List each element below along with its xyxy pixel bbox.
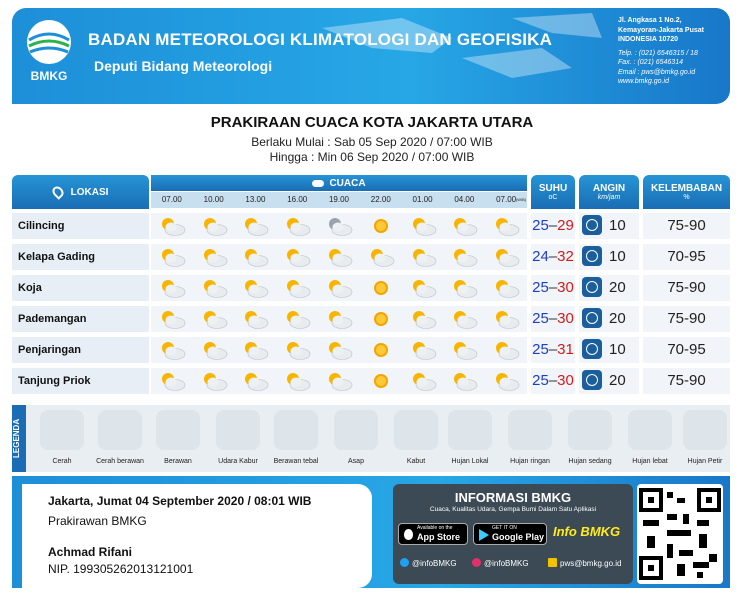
- legend-item: [386, 410, 446, 465]
- temp-dash: –: [548, 279, 558, 296]
- legend-item: [620, 410, 680, 465]
- temp-max: 31: [557, 341, 574, 358]
- legend-item: [148, 410, 208, 465]
- instagram-handle[interactable]: [472, 558, 529, 568]
- weather-cerah-icon: [366, 370, 396, 392]
- table-header: [12, 175, 730, 209]
- time-label: 07.00: [496, 195, 517, 204]
- legend-item: [560, 410, 620, 465]
- issued-date: Jakarta, Jumat 04 September 2020 / 08:01 WIB: [48, 494, 312, 508]
- humidity: 75-90: [643, 213, 730, 239]
- weather-berawan-icon: [282, 277, 312, 299]
- weather-cerah-icon: [366, 339, 396, 361]
- legend-label: Hujan ringan: [510, 458, 550, 465]
- legend-side-label: LEGENDA: [12, 405, 26, 472]
- weather-berawan-icon: [199, 277, 229, 299]
- page-title: PRAKIRAAN CUACA KOTA JAKARTA UTARA: [210, 114, 534, 131]
- col-suhu-unit: oC: [548, 194, 558, 201]
- location-name: Cilincing: [12, 213, 149, 239]
- temp-max: 30: [557, 372, 574, 389]
- legend-item: [266, 410, 326, 465]
- email-icon: [548, 558, 557, 567]
- temp-min: 25: [532, 372, 549, 389]
- wind-compass-icon: [582, 339, 602, 359]
- wind-compass-icon: [582, 277, 602, 297]
- org-title: BADAN METEOROLOGI KLIMATOLOGI DAN GEOFISIKA: [88, 30, 553, 49]
- humidity: 75-90: [643, 275, 730, 301]
- legend-item: [675, 410, 735, 465]
- weather-berawan-icon: [491, 277, 521, 299]
- weather-berawan-icon: [240, 277, 270, 299]
- weather-cells: [151, 368, 527, 394]
- legend-weather-icon: [568, 410, 612, 450]
- legend-item: [326, 410, 386, 465]
- wind-speed: 20: [609, 310, 626, 327]
- weather-berawan-icon: [199, 246, 229, 268]
- weather-berawan-icon: [449, 277, 479, 299]
- app-store-label: App Store: [417, 532, 461, 542]
- twitter-handle-text: @infoBMKG: [412, 559, 457, 568]
- temp-min: 25: [532, 217, 549, 234]
- valid-from: Berlaku Mulai : Sab 05 Sep 2020 / 07:00 WIB: [251, 135, 493, 149]
- weather-berawan-icon: [408, 339, 438, 361]
- table-row: [12, 337, 730, 363]
- weather-berawan-icon: [240, 370, 270, 392]
- wind-speed: 10: [609, 248, 626, 265]
- weather-cerah-icon: [366, 215, 396, 237]
- legend-weather-icon: [683, 410, 727, 450]
- table-row: [12, 306, 730, 332]
- humidity: 75-90: [643, 306, 730, 332]
- weather-berawan-icon: [240, 339, 270, 361]
- bmkg-logo: [22, 18, 76, 84]
- weather-berawan-icon: [282, 308, 312, 330]
- temperature: [531, 368, 575, 394]
- email-contact[interactable]: [548, 558, 621, 568]
- map-graphic: [312, 8, 612, 104]
- weather-berawan-icon: [449, 370, 479, 392]
- legend-item: [90, 410, 150, 465]
- fax: Fax. : (021) 6546314: [618, 59, 683, 66]
- weather-berawan-icon: [282, 215, 312, 237]
- location-name: Pademangan: [12, 306, 149, 332]
- col-cuaca-label: CUACA: [329, 177, 366, 189]
- wind-speed: 10: [609, 217, 626, 234]
- wind-compass-icon: [582, 308, 602, 328]
- temp-max: 32: [557, 248, 574, 265]
- legend-weather-icon: [508, 410, 552, 450]
- location-name: Koja: [12, 275, 149, 301]
- location-name: Kelapa Gading: [12, 244, 149, 270]
- weather-berawan-icon: [449, 246, 479, 268]
- temp-min: 25: [532, 341, 549, 358]
- legend-weather-icon: [40, 410, 84, 450]
- qr-code-icon: [637, 484, 723, 584]
- wind-compass-icon: [582, 246, 602, 266]
- temp-dash: –: [548, 341, 558, 358]
- wind: [579, 275, 639, 301]
- weather-berawan-icon: [324, 277, 354, 299]
- location-pin-icon: [50, 184, 66, 200]
- temp-dash: –: [548, 217, 558, 234]
- cloud-icon: [312, 180, 324, 187]
- address-line-1: Jl. Angkasa 1 No.2,: [618, 17, 682, 24]
- weather-berawan-icon: [324, 246, 354, 268]
- legend-label: Hujan Lokal: [451, 458, 489, 465]
- legend-label: Hujan Petir: [687, 458, 723, 465]
- legend-weather-icon: [216, 410, 260, 450]
- weather-berawan-icon: [282, 370, 312, 392]
- table-row: [12, 213, 730, 239]
- address-line-3: INDONESIA 10720: [618, 36, 679, 43]
- temperature: [531, 337, 575, 363]
- col-lokasi: [12, 175, 149, 209]
- forecaster-nip: NIP. 199305262013121001: [48, 562, 194, 576]
- weather-berawan-icon: [282, 246, 312, 268]
- weather-berawan-icon: [491, 339, 521, 361]
- legend-weather-icon: [394, 410, 438, 450]
- temperature: [531, 306, 575, 332]
- weather-berawan-icon: [449, 339, 479, 361]
- legend-label: Hujan lebat: [632, 458, 668, 465]
- google-play-small: GET IT ON: [492, 525, 517, 531]
- play-icon: [479, 529, 489, 541]
- weather-berawan-icon: [240, 308, 270, 330]
- website: www.bmkg.go.id: [618, 78, 669, 85]
- weather-berawan-icon: [199, 308, 229, 330]
- weather-berawan-icon: [157, 339, 187, 361]
- col-lokasi-label: LOKASI: [70, 186, 109, 198]
- info-bmkg-app-label: Info BMKG: [553, 524, 621, 539]
- weather-berawan-icon: [491, 215, 521, 237]
- legend-label: Cerah berawan: [96, 458, 144, 465]
- twitter-icon: [400, 558, 409, 567]
- table-row: [12, 368, 730, 394]
- weather-berawan-icon: [491, 308, 521, 330]
- weather-berawan-icon: [408, 215, 438, 237]
- weather-berawan-icon: [240, 246, 270, 268]
- weather-berawan-icon: [324, 370, 354, 392]
- temp-dash: –: [548, 248, 558, 265]
- temp-max: 30: [557, 310, 574, 327]
- col-kelembaban-label: KELEMBABAN: [650, 183, 723, 194]
- humidity: 75-90: [643, 368, 730, 394]
- weather-berawan-icon: [324, 308, 354, 330]
- weather-berawan-icon: [157, 370, 187, 392]
- weather-berawan-icon: [324, 339, 354, 361]
- weather-cells: [151, 337, 527, 363]
- col-cuaca: [151, 175, 527, 191]
- col-angin: [579, 175, 639, 209]
- wind-compass-icon: [582, 370, 602, 390]
- weather-berawan-icon: [199, 370, 229, 392]
- wind: [579, 337, 639, 363]
- apple-icon: [404, 529, 413, 540]
- legend-weather-icon: [98, 410, 142, 450]
- valid-to: Hingga : Min 06 Sep 2020 / 07:00 WIB: [269, 150, 475, 164]
- org-subtitle: Deputi Bidang Meteorologi: [94, 58, 273, 74]
- legend-weather-icon: [274, 410, 318, 450]
- time-label: 04.00: [454, 195, 475, 204]
- legend-item: [500, 410, 560, 465]
- legend-label: Berawan: [164, 458, 192, 465]
- col-angin-label: ANGIN: [592, 183, 626, 194]
- legend-label: Udara Kabur: [218, 458, 258, 465]
- time-label: 16.00: [287, 195, 308, 204]
- wind-speed: 20: [609, 372, 626, 389]
- temp-max: 30: [557, 279, 574, 296]
- time-label: 13.00: [245, 195, 266, 204]
- temp-dash: –: [548, 372, 558, 389]
- weather-cells: [151, 244, 527, 270]
- weather-berawan-icon: [199, 215, 229, 237]
- time-suffix: (WIB): [515, 197, 527, 202]
- forecaster-name: Achmad Rifani: [48, 545, 133, 559]
- temp-max: 29: [557, 217, 574, 234]
- legend-weather-icon: [448, 410, 492, 450]
- time-label: 22.00: [370, 195, 391, 204]
- address-block: [618, 16, 730, 87]
- legend-item: [32, 410, 92, 465]
- temperature: [531, 244, 575, 270]
- weather-cerah-icon: [366, 308, 396, 330]
- instagram-handle-text: @infoBMKG: [484, 559, 529, 568]
- temp-dash: –: [548, 310, 558, 327]
- telp: Telp. : (021) 6546315 / 18: [618, 49, 698, 57]
- legend-label: Berawan tebal: [273, 458, 319, 465]
- legend-weather-icon: [334, 410, 378, 450]
- wind: [579, 368, 639, 394]
- table-row: [12, 275, 730, 301]
- google-play-label: Google Play: [492, 532, 545, 542]
- email-contact-text: pws@bmkg.go.id: [560, 559, 622, 568]
- time-header-row: [151, 192, 527, 208]
- legend-item: [440, 410, 500, 465]
- weather-cells: [151, 306, 527, 332]
- humidity: 70-95: [643, 337, 730, 363]
- temperature: [531, 213, 575, 239]
- legend-weather-icon: [156, 410, 200, 450]
- weather-berawan-icon: [449, 215, 479, 237]
- weather-berawan-icon: [157, 215, 187, 237]
- weather-cells: [151, 213, 527, 239]
- legend-label: Asap: [348, 458, 364, 465]
- wind: [579, 306, 639, 332]
- weather-berawan-icon: [408, 370, 438, 392]
- weather-berawan-icon: [366, 246, 396, 268]
- legend-item: [208, 410, 268, 465]
- twitter-handle[interactable]: [400, 558, 457, 568]
- weather-berawan-icon: [408, 308, 438, 330]
- legend-label: Hujan sedang: [568, 458, 612, 465]
- humidity: 70-95: [643, 244, 730, 270]
- google-play-badge[interactable]: [473, 523, 547, 545]
- col-angin-unit: km/jam: [597, 194, 621, 201]
- weather-berawan-icon: [491, 370, 521, 392]
- app-store-small: Available on the: [417, 525, 453, 531]
- location-name: Penjaringan: [12, 337, 149, 363]
- wind: [579, 213, 639, 239]
- logo-text: BMKG: [30, 69, 68, 83]
- temp-min: 25: [532, 310, 549, 327]
- weather-berawan-icon: [157, 308, 187, 330]
- weather-berawan-icon: [282, 339, 312, 361]
- col-kelembaban: [643, 175, 730, 209]
- info-title: INFORMASI BMKG: [454, 490, 572, 505]
- address-line-2: Kemayoran-Jakarta Pusat: [618, 26, 704, 34]
- weather-berawan-malam-icon: [324, 215, 354, 237]
- wind-compass-icon: [582, 215, 602, 235]
- info-subtitle: Cuaca, Kualitas Udara, Gempa Bumi Dalam Satu Aplikasi: [429, 506, 597, 513]
- temperature: [531, 275, 575, 301]
- legend-weather-icon: [628, 410, 672, 450]
- time-label: 10.00: [203, 195, 224, 204]
- weather-berawan-icon: [491, 246, 521, 268]
- time-label: 01.00: [412, 195, 433, 204]
- weather-berawan-icon: [199, 339, 229, 361]
- weather-cells: [151, 275, 527, 301]
- table-row: [12, 244, 730, 270]
- forecaster-role: Prakirawan BMKG: [48, 514, 147, 528]
- col-suhu: [531, 175, 575, 209]
- col-kelembaban-unit: %: [683, 194, 690, 201]
- location-name: Tanjung Priok: [12, 368, 149, 394]
- time-label: 19.00: [328, 195, 350, 204]
- wind-speed: 10: [609, 341, 626, 358]
- weather-berawan-icon: [240, 215, 270, 237]
- legend-label: Kabut: [406, 458, 426, 465]
- weather-cerah-icon: [366, 277, 396, 299]
- weather-berawan-icon: [157, 277, 187, 299]
- wind-speed: 20: [609, 279, 626, 296]
- temp-min: 24: [532, 248, 549, 265]
- weather-berawan-icon: [408, 277, 438, 299]
- legend-label: Cerah: [52, 458, 72, 465]
- col-suhu-label: SUHU: [538, 183, 568, 194]
- time-label: 07.00: [161, 195, 182, 204]
- wind: [579, 244, 639, 270]
- app-store-badge[interactable]: [398, 523, 468, 545]
- instagram-icon: [472, 558, 481, 567]
- weather-berawan-icon: [157, 246, 187, 268]
- weather-berawan-icon: [408, 246, 438, 268]
- email: Email : pws@bmkg.go.id: [618, 68, 696, 76]
- weather-berawan-icon: [449, 308, 479, 330]
- temp-min: 25: [532, 279, 549, 296]
